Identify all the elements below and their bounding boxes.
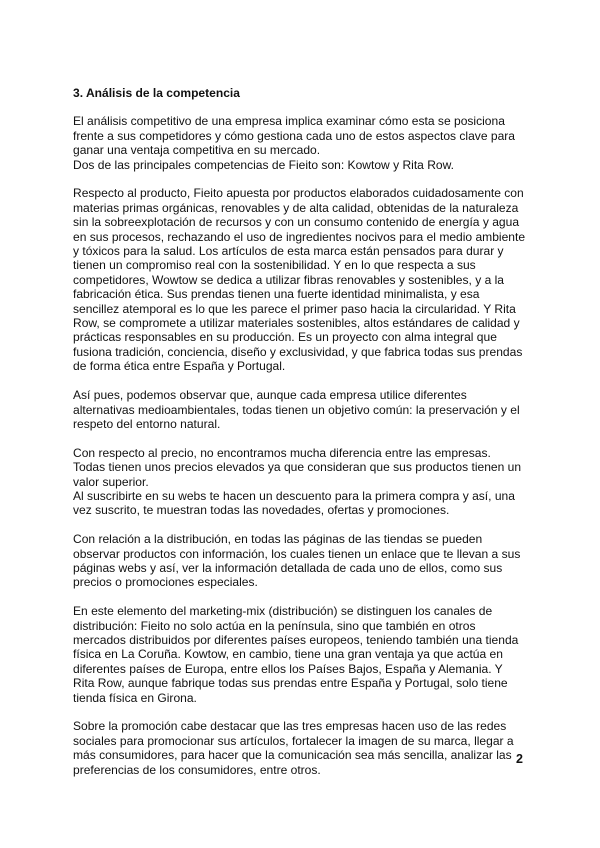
page-content bbox=[73, 86, 535, 791]
paragraph-distribution: Con relación a la distribución, en todas las páginas de las tiendas se pueden observar productos con información, los cuales tienen un enlace que te llevan a sus páginas webs y así, ver la información detallada de cada uno de ellos, como sus precios o promociones especiales. bbox=[73, 532, 521, 590]
paragraph-channels: En este elemento del marketing-mix (distribución) se distinguen los canales de distribución: Fieito no solo actúa en la península, sino que también en otros mercados distribuidos por diferentes países europeos, teniendo también una tienda física en La Coruña. Kowtow, en cambio, tiene una gran ventaja ya que actúa en diferentes países de Europa, entre ellos los Países Bajos, España y Alemania. Y Rita Row, aunque fabrique todas sus prendas entre España y Portugal, solo tiene tienda física en Girona. bbox=[73, 604, 519, 705]
paragraph-summary: Así pues, podemos observar que, aunque cada empresa utilice diferentes alternativas medioambientales, todas tienen un objetivo común: la preservación y el respeto del entorno natural. bbox=[73, 388, 520, 431]
paragraph-price: Con respecto al precio, no encontramos mucha diferencia entre las empresas. Todas tienen unos precios elevados ya que consideran que sus productos tienen un valor superior. bbox=[73, 445, 522, 489]
paragraph-subscription: Al suscribirte en su webs te hacen un descuento para la primera compra y así, una vez suscrito, te muestran todas las novedades, ofertas y promociones. bbox=[73, 488, 515, 518]
section-heading: 3. Análisis de la competencia bbox=[73, 86, 240, 100]
page-number: 2 bbox=[516, 752, 523, 766]
paragraph-product: Respecto al producto, Fieito apuesta por productos elaborados cuidadosamente con materias primas orgánicas, renovables y de alta calidad, obtenidas de la naturaleza sin la sobreexplotación de recursos y con un consumo contenido de energía y agua en sus procesos, rechazando el uso de ingredientes nocivos para el medio ambiente y tóxicos para la salud. Los artículos de esta marca están pensados para durar y tienen un compromiso real con la sostenibilidad. Y en lo que respecta a sus competidores, Wowtow se dedica a utilizar fibras renovables y sostenibles, y a la fabricación ética. Sus prendas tienen una fuerte identidad minimalista, y esa sencillez atemporal es lo que les parece el primer paso hacia la circularidad. Y Rita Row, se compromete a utilizar materiales sostenibles, altos estándares de calidad y prácticas responsables en su producción. Es un proyecto con alma integral que fusiona tradición, conciencia, diseño y exclusividad, y que fabrica todas sus prendas de forma ética entre España y Portugal. bbox=[73, 186, 526, 374]
paragraph-intro: El análisis competitivo de una empresa implica examinar cómo esta se posiciona frente a sus competidores y cómo gestiona cada uno de estos aspectos clave para ganar una ventaja competitiva en su mercado. bbox=[73, 114, 515, 158]
paragraph-competitors: Dos de las principales competencias de Fieito son: Kowtow y Rita Row. bbox=[73, 157, 454, 172]
paragraph-promotion: Sobre la promoción cabe destacar que las tres empresas hacen uso de las redes sociales para promocionar sus artículos, fortalecer la imagen de su marca, llegar a más consumidores, para hacer que la comunicación sea más sencilla, analizar las preferencias de los consumidores, entre otros. bbox=[73, 719, 514, 777]
